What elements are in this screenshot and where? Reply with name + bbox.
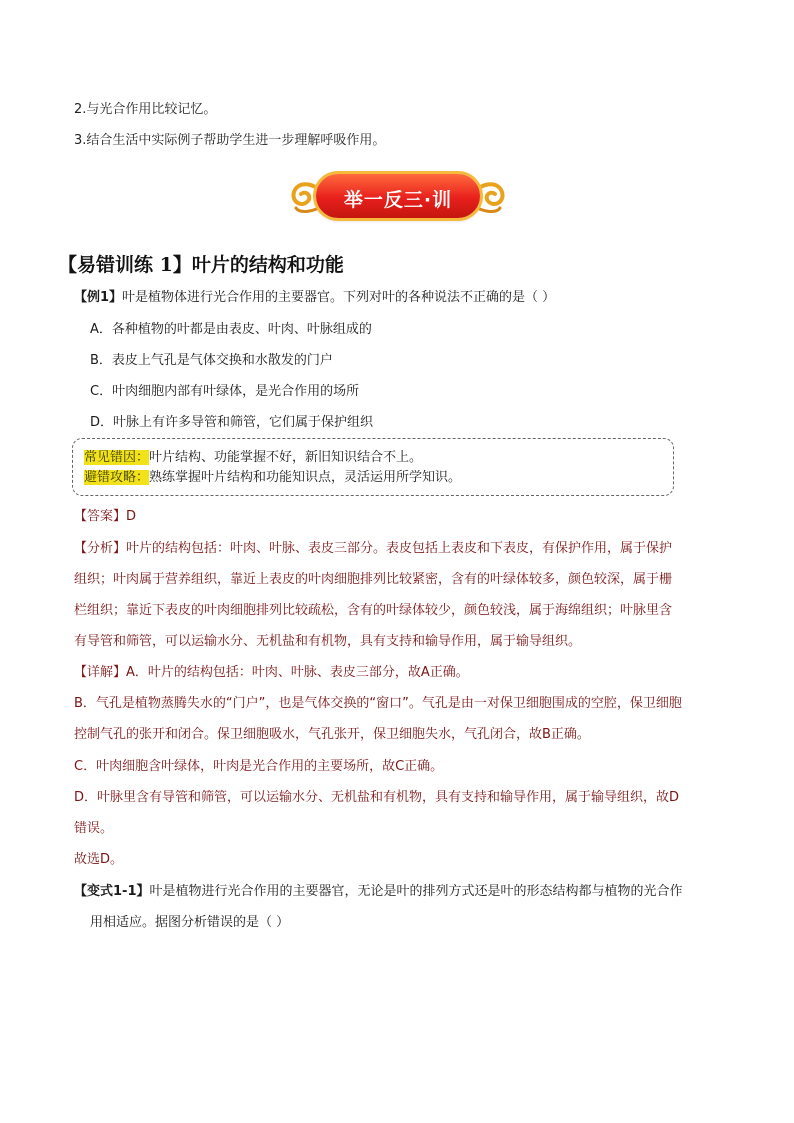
option-a: A．各种植物的叶都是由表皮、叶肉、叶脉组成的 [90, 322, 372, 337]
option-c: C．叶肉细胞内部有叶绿体，是光合作用的场所 [90, 384, 360, 399]
error-label: 常见错因： [84, 450, 150, 465]
error-text: 叶片结构、功能掌握不好，新旧知识结合不上。 [149, 450, 423, 465]
detail-line-c: C．叶肉细胞含叶绿体，叶肉是光合作用的主要场所，故C正确。 [74, 759, 444, 774]
option-b: B．表皮上气孔是气体交换和水散发的门户 [90, 353, 333, 368]
detail-line-d2: 错误。 [74, 821, 114, 836]
variant-tag: 【变式1-1】 [74, 884, 150, 899]
answer-line [74, 508, 136, 526]
section-banner [288, 168, 508, 226]
analysis-line-2: 组织；叶肉属于营养组织，靠近上表皮的叶肉细胞排列比较紧密，含有的叶绿体较多，颜色较深，属于栅 [74, 572, 673, 587]
analysis-line-4: 有导管和筛管，可以运输水分、无机盐和有机物，具有支持和输导作用，属于输导组织。 [74, 634, 582, 649]
avoid-text: 熟练掌握叶片结构和功能知识点，灵活运用所学知识。 [149, 470, 462, 485]
tip-avoid-line [84, 469, 461, 487]
analysis-label: 【分析】 [74, 541, 127, 556]
banner-pill [316, 174, 480, 218]
answer-value: D [126, 509, 137, 524]
answer-label: 【答案】 [74, 509, 127, 524]
detail-line-b2: 控制气孔的张开和闭合。保卫细胞吸水，气孔张开，保卫细胞失水，气孔闭合，故B正确。 [74, 727, 590, 742]
detail-line-a [74, 664, 469, 682]
note-line-3: 3.结合生活中实际例子帮助学生进一步理解呼吸作用。 [74, 133, 386, 148]
variant-line-1 [74, 883, 683, 901]
variant-line-2: 用相适应。据图分析错误的是（ ） [90, 915, 290, 930]
example-tag: 【例1】 [74, 290, 123, 305]
tip-error-line [84, 449, 422, 467]
detail-choose: 故选D。 [74, 852, 124, 867]
tip-box [72, 438, 674, 496]
note-line-2: 2.与光合作用比较记忆。 [74, 102, 217, 117]
analysis-text-1: 叶片的结构包括：叶肉、叶脉、表皮三部分。表皮包括上表皮和下表皮，有保护作用，属于保护 [126, 541, 673, 556]
analysis-line-1 [74, 540, 672, 558]
analysis-line-3: 栏组织；靠近下表皮的叶肉细胞排列比较疏松，含有的叶绿体较少，颜色较浅，属于海绵组织；叶脉里含 [74, 603, 673, 618]
section-heading: 【易错训练 1】叶片的结构和功能 [58, 254, 344, 276]
variant-text-1: 叶是植物进行光合作用的主要器官，无论是叶的排列方式还是叶的形态结构都与植物的光合作 [149, 884, 683, 899]
detail-label: 【详解】 [74, 665, 127, 680]
example-question [74, 289, 555, 307]
example-question-text: 叶是植物体进行光合作用的主要器官。下列对叶的各种说法不正确的是（ ） [122, 290, 556, 305]
banner-text: 举一反三·训 [343, 189, 453, 211]
detail-line-d1: D．叶脉里含有导管和筛管，可以运输水分、无机盐和有机物，具有支持和输导作用，属于输导组织，故D [74, 790, 680, 805]
avoid-label: 避错攻略： [84, 470, 150, 485]
detail-text-a: A．叶片的结构包括：叶肉、叶脉、表皮三部分，故A正确。 [126, 665, 469, 680]
detail-line-b1: B．气孔是植物蒸腾失水的“门户”，也是气体交换的“窗口”。气孔是由一对保卫细胞围成的空腔，保卫细胞 [74, 696, 682, 711]
option-d: D．叶脉上有许多导管和筛管，它们属于保护组织 [90, 415, 374, 430]
